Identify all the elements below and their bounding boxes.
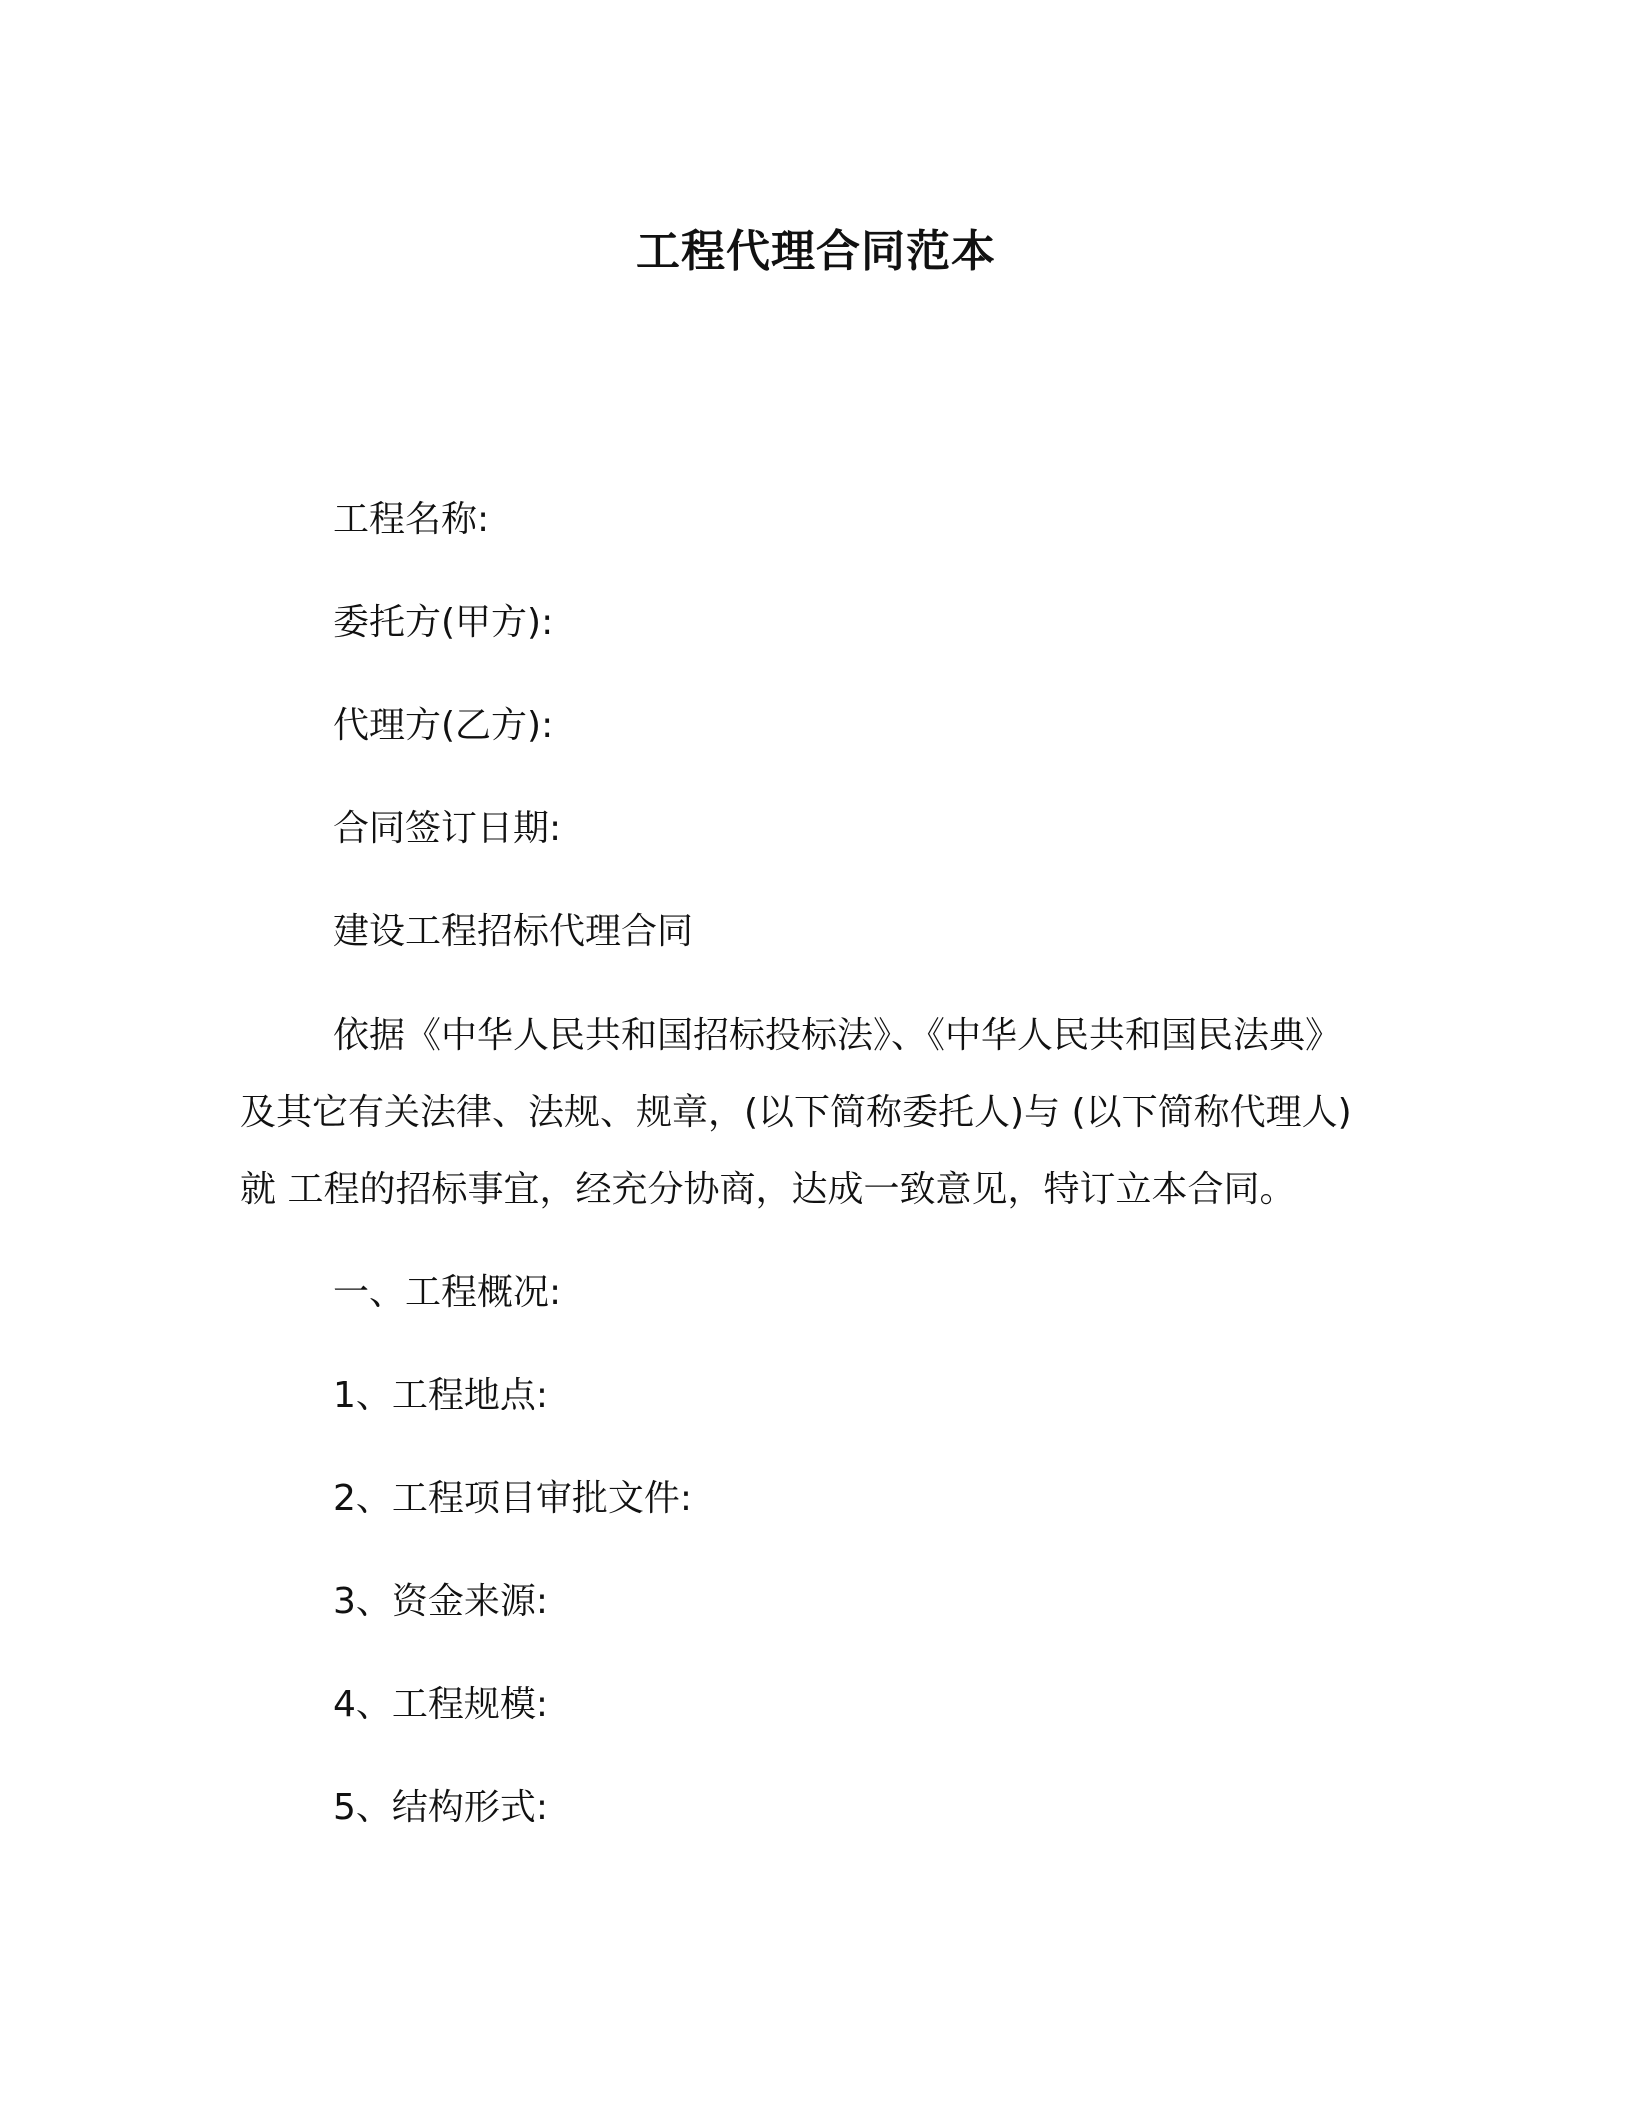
intro-paragraph-line: 就 工程的招标事宜，经充分协商，达成一致意见，特订立本合同。 <box>240 1169 1296 1210</box>
item-project-scale: 4、工程规模: <box>333 1684 549 1725</box>
item-approval-documents: 2、工程项目审批文件: <box>333 1478 693 1519</box>
section-heading-overview: 一、工程概况: <box>333 1272 562 1313</box>
document-title: 工程代理合同范本 <box>636 226 996 277</box>
contract-subtitle: 建设工程招标代理合同 <box>333 911 694 952</box>
field-client-party-a: 委托方(甲方): <box>333 602 554 643</box>
intro-paragraph-line: 依据《中华人民共和国招标投标法》、《中华人民共和国民法典》 <box>333 1015 1342 1056</box>
field-agent-party-b: 代理方(乙方): <box>333 705 554 746</box>
item-structure-type: 5、结构形式: <box>333 1787 549 1828</box>
item-funding-source: 3、资金来源: <box>333 1581 549 1622</box>
item-project-location: 1、工程地点: <box>333 1375 549 1416</box>
intro-paragraph-line: 及其它有关法律、法规、规章，(以下简称委托人)与 (以下简称代理人) <box>240 1092 1352 1133</box>
intro-paragraph <box>240 997 1400 1228</box>
field-signing-date: 合同签订日期: <box>333 808 562 849</box>
field-project-name: 工程名称: <box>333 499 490 540</box>
